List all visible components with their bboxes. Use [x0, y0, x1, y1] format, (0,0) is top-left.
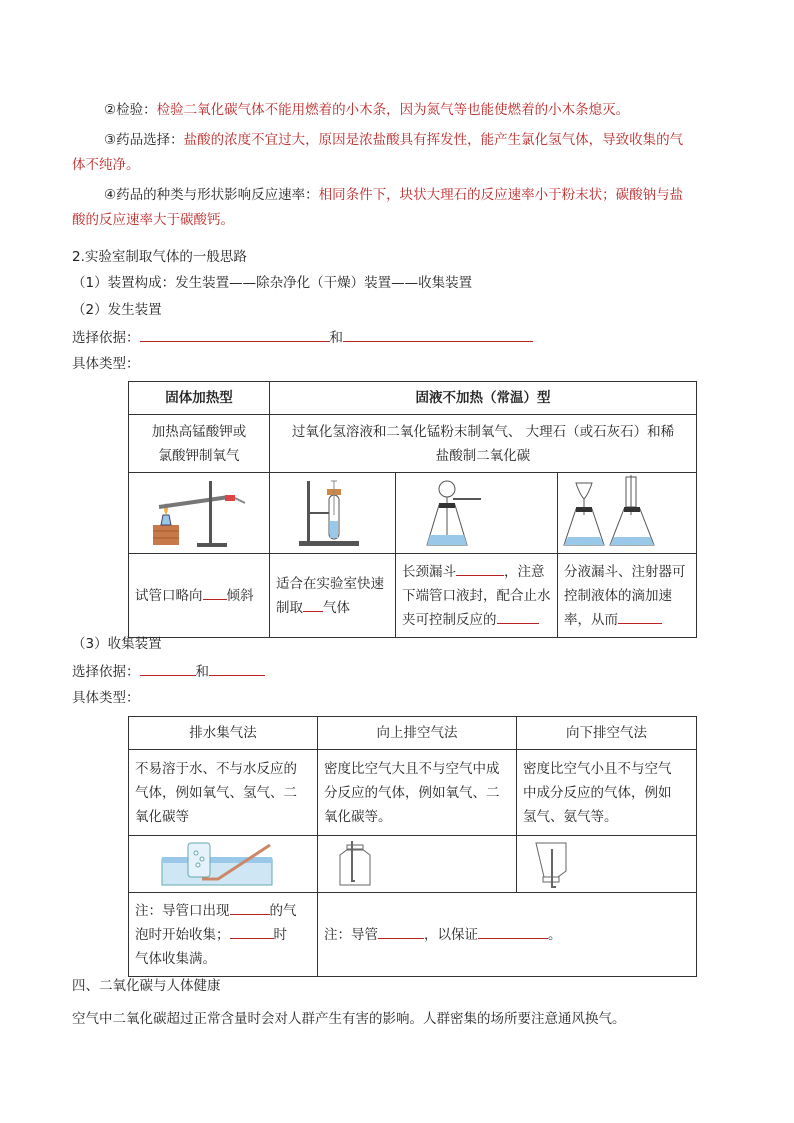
note-text: 适合在实验室快速	[276, 575, 384, 592]
header-solid-liquid: 固液不加热（常温）型	[270, 382, 697, 415]
desc-line: 氧化碳等	[135, 808, 189, 825]
section-heading: 2.实验室制取气体的一般思路	[72, 249, 247, 265]
note-water-collection	[129, 893, 318, 977]
blank-field[interactable]	[618, 609, 662, 624]
note-text: 注：导管口出现	[135, 902, 230, 919]
desc-solid-heating	[129, 415, 270, 473]
note-separatory-funnel	[558, 554, 697, 638]
list-item: （1）装置构成：发生装置——除杂净化（干燥）装置——收集装置	[72, 275, 473, 291]
desc-line: 中成分反应的气体，例如	[523, 784, 672, 801]
basis-line	[72, 327, 533, 348]
desc-line: 不易溶于水、不与水反应的	[135, 760, 297, 777]
note-text: 气体收集满。	[135, 950, 216, 967]
generation-table	[128, 381, 697, 638]
blank-field[interactable]	[378, 924, 424, 939]
blank-field[interactable]	[140, 661, 196, 676]
desc-line: 分反应的气体，例如氧气、二	[324, 784, 500, 801]
note-text: 的气	[269, 902, 297, 919]
types-label: 具体类型：	[72, 690, 140, 706]
note-text: 控制液体的滴加速	[564, 587, 672, 604]
flask-funnel-icon	[417, 475, 537, 551]
blank-field[interactable]	[230, 900, 270, 915]
note-text: 率，从而	[564, 611, 618, 628]
desc-line: 氢气、氨气等。	[523, 808, 618, 825]
basis-line	[72, 661, 265, 682]
note-text: 分液漏斗、注射器可	[564, 563, 686, 580]
header-solid-heating: 固体加热型	[129, 382, 270, 415]
image-long-neck-funnel	[396, 473, 558, 554]
header-water-displacement: 排水集气法	[129, 717, 318, 750]
paragraph-test	[104, 100, 629, 120]
paragraph-drug-select	[104, 130, 683, 150]
desc-water-displacement	[129, 750, 318, 836]
image-downward-air	[517, 836, 697, 893]
basis-label: 选择依据：	[72, 330, 140, 346]
blank-field[interactable]	[140, 327, 330, 342]
note-text: 泡时开始收集；	[135, 926, 230, 943]
note-text: 下端管口液封，配合止水	[402, 587, 551, 604]
basis-label: 选择依据：	[72, 664, 140, 680]
blank-field[interactable]	[230, 924, 274, 939]
water-trough-icon	[158, 839, 288, 889]
note-line	[276, 596, 389, 620]
note-text: ，以保证	[424, 926, 478, 943]
upward-air-bottle-icon	[322, 839, 512, 889]
list-item: （2）发生装置	[72, 302, 162, 318]
desc-upward-air	[318, 750, 517, 836]
desc-line: 过氧化氢溶液和二氧化锰粉末制氧气、 大理石（或石灰石）和稀	[291, 423, 675, 440]
desc-line: 密度比空气小且不与空气	[523, 760, 672, 777]
blank-field[interactable]	[478, 924, 548, 939]
desc-downward-air	[517, 750, 697, 836]
desc-line: 气体，例如氧气、氢气、二	[135, 784, 297, 801]
desc-line: 氯酸钾制氧气	[158, 447, 240, 464]
blank-field[interactable]	[209, 661, 265, 676]
heating-apparatus-icon	[149, 475, 249, 551]
blank-field[interactable]	[203, 585, 227, 600]
types-label: 具体类型：	[72, 356, 140, 372]
downward-air-bottle-icon	[522, 839, 692, 889]
section-text: 空气中二氧化碳超过正常含量时会对人群产生有害的影响。人群密集的场所要注意通风换气。	[72, 1011, 626, 1027]
note-line	[135, 899, 311, 923]
note-text: 制取	[276, 599, 303, 616]
desc-line: 加热高锰酸钾或	[151, 423, 247, 440]
and-label: 和	[329, 330, 343, 346]
note-text: 。	[548, 926, 562, 943]
blank-field[interactable]	[303, 597, 323, 612]
collection-table	[128, 716, 697, 977]
note-text: 时	[273, 926, 287, 943]
image-test-tube-apparatus	[270, 473, 396, 554]
para-label: ②检验：	[104, 102, 157, 118]
para-text: 盐酸的浓度不宜过大，原因是浓盐酸具有挥发性，能产生氯化氢气体，导致收集的气	[183, 132, 684, 148]
section-heading: 四、二氧化碳与人体健康	[72, 978, 221, 994]
header-upward-air: 向上排空气法	[318, 717, 517, 750]
note-line	[564, 608, 690, 632]
note-text: 气体	[323, 599, 350, 616]
note-air-collection	[318, 893, 697, 977]
note-line	[135, 923, 311, 947]
para-text: 检验二氧化碳气体不能用燃着的小木条，因为氮气等也能使燃着的小木条熄灭。	[156, 102, 630, 118]
image-upward-air	[318, 836, 517, 893]
note-test-tube	[270, 554, 396, 638]
separatory-funnel-icon	[562, 475, 692, 551]
paragraph-drug-select-cont: 体不纯净。	[72, 157, 140, 173]
header-downward-air: 向下排空气法	[517, 717, 697, 750]
note-text: ，注意	[504, 563, 545, 580]
note-line	[402, 560, 551, 584]
desc-line: 盐酸制二氧化碳	[435, 447, 531, 464]
note-text: 注：导管	[324, 926, 378, 943]
note-text: 长颈漏斗	[402, 563, 456, 580]
note-heating	[129, 554, 270, 638]
note-long-neck-funnel	[396, 554, 558, 638]
desc-line: 密度比空气大且不与空气中成	[324, 760, 500, 777]
and-label: 和	[195, 664, 209, 680]
blank-field[interactable]	[456, 561, 504, 576]
blank-field[interactable]	[497, 609, 539, 624]
list-item: （3）收集装置	[72, 636, 162, 652]
image-separatory-funnel	[558, 473, 697, 554]
test-tube-apparatus-icon	[293, 475, 373, 551]
desc-line: 氧化碳等。	[324, 808, 392, 825]
note-text: 夹可控制反应的	[402, 611, 497, 628]
image-water-collection	[129, 836, 318, 893]
para-label: ③药品选择：	[104, 132, 184, 148]
paragraph-rate-cont: 酸的反应速率大于碳酸钙。	[72, 212, 234, 228]
image-heating-apparatus	[129, 473, 270, 554]
note-text: 试管口略向	[135, 587, 203, 604]
para-text: 相同条件下，块状大理石的反应速率小于粉末状；碳酸钠与盐	[318, 187, 684, 203]
note-text: 倾斜	[226, 587, 254, 604]
desc-solid-liquid	[270, 415, 697, 473]
note-line	[402, 608, 551, 632]
paragraph-rate	[104, 185, 683, 205]
blank-field[interactable]	[343, 327, 533, 342]
para-label: ④药品的种类与形状影响反应速率：	[104, 187, 319, 203]
